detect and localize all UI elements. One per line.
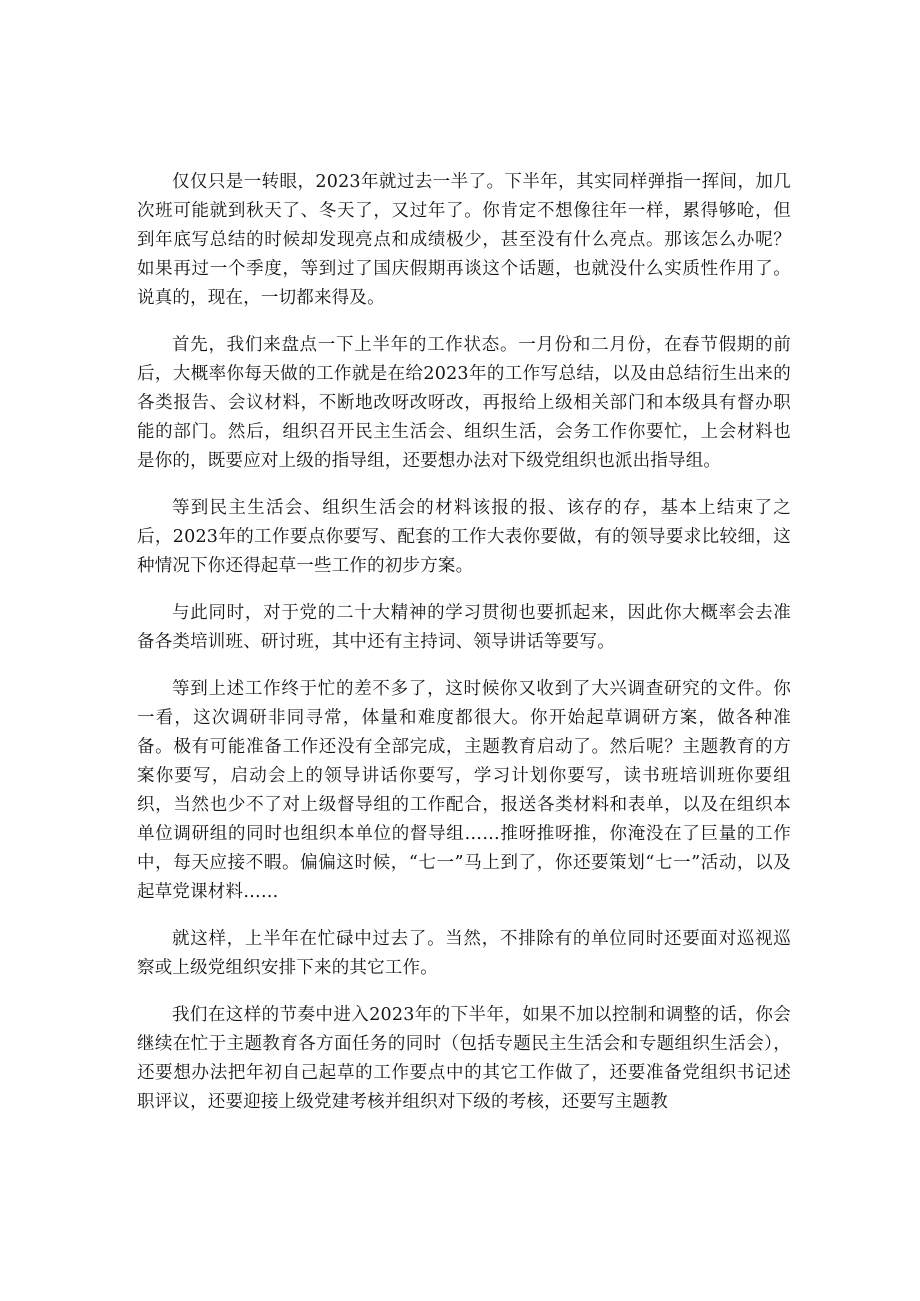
document-body — [137, 168, 791, 1135]
paragraph-intro: 仅仅只是一转眼，2023年就过去一半了。下半年，其实同样弹指一挥间，加几次班可能就到秋天了、冬天了，又过年了。你肯定不想像往年一样，累得够呛，但到年底写总结的时候却发现亮点和成绩极少，甚至没有什么亮点。那该怎么办呢？如果再过一个季度，等到过了国庆假期再谈这个话题，也就没什么实质性作用了。说真的，现在，一切都来得及。 — [137, 172, 791, 308]
paragraph-study: 与此同时，对于党的二十大精神的学习贯彻也要抓起来，因此你大概率会去准备各类培训班、研讨班，其中还有主持词、领导讲话等要写。 — [137, 603, 791, 652]
paragraph-work-plan: 等到民主生活会、组织生活会的材料该报的报、该存的存，基本上结束了之后，2023年的工作要点你要写、配套的工作大表你要做，有的领导要求比较细，这种情况下你还得起草一些工作的初步方案。 — [137, 498, 791, 576]
paragraph-first-half-summary: 就这样，上半年在忙碌中过去了。当然，不排除有的单位同时还要面对巡视巡察或上级党组织安排下来的其它工作。 — [137, 929, 791, 978]
paragraph-first-half-review: 首先，我们来盘点一下上半年的工作状态。一月份和二月份，在春节假期的前后，大概率你每天做的工作就是在给2023年的工作写总结，以及由总结衍生出来的各类报告、会议材料，不断地改呀改呀改，再报给上级相关部门和本级具有督办职能的部门。然后，组织召开民主生活会、组织生活，会务工作你要忙，上会材料也是你的，既要应对上级的指导组，还要想办法对下级党组织也派出指导组。 — [137, 335, 791, 471]
paragraph-second-half: 我们在这样的节奏中进入2023年的下半年，如果不加以控制和调整的话，你会继续在忙于主题教育各方面任务的同时（包括专题民主生活会和专题组织生活会），还要想办法把年初自己起草的工作要点中的其它工作做了，还要准备党组织书记述职评议，还要迎接上级党建考核并组织对下级的考核，还要写主题教 — [137, 1005, 791, 1112]
paragraph-research-education: 等到上述工作终于忙的差不多了，这时候你又收到了大兴调查研究的文件。你一看，这次调研非同寻常，体量和难度都很大。你开始起草调研方案，做各种准备。极有可能准备工作还没有全部完成，主题教育启动了。然后呢？主题教育的方案你要写，启动会上的领导讲话你要写，学习计划你要写，读书班培训班你要组织，当然也少不了对上级督导组的工作配合，报送各类材料和表单，以及在组织本单位调研组的同时也组织本单位的督导组……推呀推呀推，你淹没在了巨量的工作中，每天应接不暇。偏偏这时候，“七一”马上到了，你还要策划“七一”活动，以及起草党课材料…… — [137, 679, 791, 902]
